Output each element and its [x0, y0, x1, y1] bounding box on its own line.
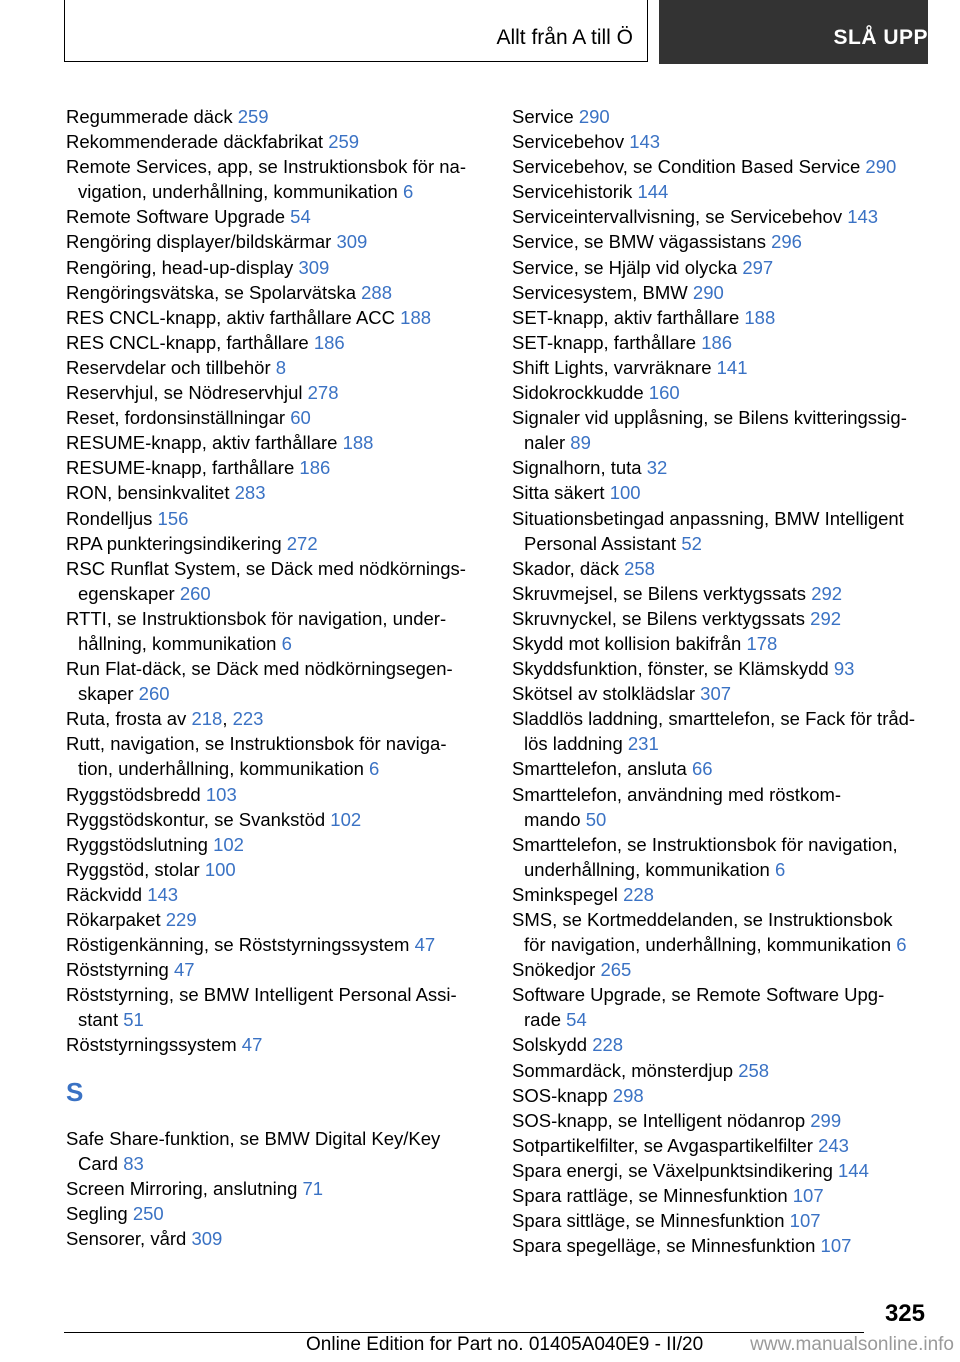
index-entry-text: Situationsbetingad anpassning, BMW Intelligent [512, 507, 904, 529]
page-reference-link[interactable]: 231 [627, 733, 659, 755]
index-entry-text: Sminkspegel [512, 883, 624, 905]
page-reference-link[interactable]: 290 [865, 156, 897, 178]
page-reference-link[interactable]: 102 [213, 833, 244, 855]
index-entry [512, 204, 932, 229]
index-entry-text: för navigation, underhållning, kommunikation [524, 934, 897, 956]
index-entry-text: Smarttelefon, ansluta [512, 758, 692, 780]
index-entry-text: Röststyrning [66, 959, 174, 981]
index-entry-text: Ruta, frosta av [66, 708, 192, 730]
index-entry-text: RESUME-knapp, farthållare [66, 457, 300, 479]
index-entry-text: stant [78, 1009, 124, 1031]
index-entry [512, 380, 932, 405]
index-entry [512, 305, 932, 330]
page-reference-link[interactable]: 54 [566, 1009, 587, 1031]
page-reference-link[interactable]: 186 [313, 331, 345, 353]
index-entry-text: Röstigenkänning, se Röststyrningssystem [66, 934, 415, 956]
page-reference-link[interactable]: 6 [369, 758, 380, 780]
index-entry [66, 832, 486, 857]
index-entry-text: RES CNCL-knapp, aktiv farthållare ACC [66, 306, 401, 328]
index-entry [512, 405, 932, 455]
index-entry [66, 1201, 486, 1226]
index-entry [66, 932, 486, 957]
index-entry [66, 907, 486, 932]
index-entry [512, 907, 932, 957]
index-entry-text: Spara energi, se Växelpunktsindikering [512, 1159, 838, 1181]
page-reference-link[interactable]: 229 [165, 909, 197, 930]
index-entry [66, 430, 486, 455]
page-reference-link[interactable]: 188 [744, 306, 776, 328]
page-reference-link[interactable]: 299 [810, 1109, 842, 1131]
page-reference-link[interactable]: 309 [298, 256, 330, 278]
index-entry: Ruta, frosta av 218, 223 [66, 708, 264, 730]
tab-all-a-to-o-label: Allt från A till Ö [496, 26, 633, 49]
index-entry-text: Regummerade däck [66, 106, 238, 127]
index-entry [66, 957, 486, 982]
index-entry [512, 355, 932, 380]
page-reference-link[interactable]: 107 [820, 1235, 852, 1257]
index-entry-text: Screen Mirroring, anslutning [66, 1177, 303, 1199]
index-entry [66, 982, 486, 1032]
index-entry-text: SOS-knapp [512, 1084, 613, 1106]
index-entry [66, 405, 486, 430]
index-entry [512, 1032, 932, 1057]
lookup-tab-label: SLÅ UPP [833, 26, 928, 49]
index-entry [512, 229, 932, 254]
index-entry-text: RON, bensinkvalitet [66, 482, 235, 504]
index-entry-text: Ryggstödslutning [66, 833, 214, 855]
page-reference-link[interactable]: 186 [701, 331, 733, 353]
index-entry-text: Sotpartikelfilter, se Avgaspartikelfilter [512, 1134, 819, 1156]
page-reference-link[interactable]: 309 [191, 1227, 223, 1249]
index-entry-text: Rengöring, head-up-display [66, 256, 299, 278]
page-reference-link[interactable]: 288 [361, 281, 392, 303]
index-entry [66, 480, 486, 505]
index-entry-text: RPA punkteringsindikering [66, 532, 287, 554]
index-entry-text: Segling [66, 1202, 133, 1224]
page-reference-link[interactable]: 71 [302, 1177, 324, 1199]
page-reference-link[interactable]: 243 [818, 1134, 849, 1156]
index-entry [512, 1083, 932, 1108]
index-entry [512, 129, 932, 154]
index-entry [66, 355, 486, 380]
index-entry-text: Servicehistorik [512, 181, 638, 203]
index-entry-text: Spara spegelläge, se Minnesfunktion [512, 1235, 821, 1257]
index-entry-text: Serviceintervallvisning, se Servicebehov [512, 206, 848, 228]
index-entry-text: Skötsel av stolklädslar [512, 683, 701, 705]
index-entry [512, 631, 932, 656]
page-reference-link[interactable]: 260 [138, 683, 170, 705]
index-entry-text: Skyddsfunktion, fönster, se Klämskydd [512, 658, 834, 680]
index-entry [66, 1176, 486, 1201]
index-entry-text: skaper [78, 683, 139, 705]
index-entry-text: Rengöringsvätska, se Spolarvätska [66, 281, 362, 303]
page-reference-link[interactable]: 160 [648, 382, 680, 404]
page-reference-link[interactable]: 296 [771, 231, 802, 253]
index-entry-text: Reset, fordonsinställningar [66, 407, 291, 429]
index-entry [66, 280, 486, 305]
page-reference-link[interactable]: 100 [609, 482, 641, 504]
index-entry [512, 506, 932, 556]
index-entry [512, 255, 932, 280]
page-reference-link[interactable]: 265 [600, 959, 632, 981]
index-entry [66, 255, 486, 280]
index-entry [512, 681, 932, 706]
page-reference-link[interactable]: 144 [838, 1159, 869, 1181]
page-reference-link[interactable]: 102 [330, 808, 362, 830]
page-reference-link[interactable]: 66 [691, 758, 713, 780]
index-entry [512, 1233, 932, 1258]
page-reference-link[interactable]: 260 [179, 582, 211, 604]
index-entry-text: Sitta säkert [512, 482, 610, 504]
index-entry-text: Solskydd [512, 1034, 593, 1056]
page-reference-link[interactable]: 103 [205, 783, 237, 805]
index-entry-text: Ryggstöd, stolar [66, 858, 205, 880]
tab-all-a-to-o[interactable] [64, 0, 648, 62]
page-reference-link[interactable]: 258 [738, 1059, 770, 1081]
page-reference-link[interactable]: 8 [275, 356, 287, 378]
index-entry [512, 581, 932, 606]
index-list-right [512, 104, 932, 1258]
page-reference-link[interactable]: 47 [241, 1034, 263, 1056]
page-reference-link[interactable]: 54 [290, 206, 311, 228]
index-entry [512, 455, 932, 480]
index-entry-text: RSC Runflat System, se Däck med nödkörnings- [66, 557, 466, 579]
page-reference-link[interactable]: 297 [742, 256, 774, 278]
index-entry [512, 832, 932, 882]
index-entry-text: mando [524, 808, 586, 830]
page-reference-link[interactable]: 50 [585, 808, 607, 830]
index-entry [66, 154, 486, 204]
index-entry-text: Smarttelefon, se Instruktionsbok för navigation, [512, 833, 898, 855]
index-entry-text: Remote Services, app, se Instruktionsbok för na- [66, 156, 466, 178]
page-reference-link[interactable]: 309 [336, 231, 368, 253]
index-entry [66, 330, 486, 355]
index-entry [66, 882, 486, 907]
watermark: www.manualsonline.info [750, 1334, 954, 1355]
index-entry-text: tion, underhållning, kommunikation [78, 758, 370, 780]
index-entry [66, 229, 486, 254]
index-entry-text: vigation, underhållning, kommunikation [78, 181, 403, 203]
page-reference-link[interactable]: 188 [342, 432, 374, 454]
index-entry [66, 204, 486, 229]
index-entry [512, 1108, 932, 1133]
page-reference-link[interactable]: 6 [402, 181, 414, 203]
index-entry-text: egenskaper [78, 582, 180, 604]
index-entry [512, 480, 932, 505]
index-column-left [66, 104, 486, 1251]
header-tabs [64, 0, 928, 64]
page-reference-link[interactable]: 143 [629, 131, 661, 153]
index-entry [512, 882, 932, 907]
page-reference-link[interactable]: 143 [147, 883, 179, 905]
index-entry [512, 1208, 932, 1233]
index-entry [512, 606, 932, 631]
index-entry-text: Personal Assistant [524, 532, 682, 554]
index-entry-text: Sommardäck, mönsterdjup [512, 1059, 739, 1081]
page-reference-link[interactable]: 228 [592, 1034, 624, 1056]
index-entry-text: Sidokrockkudde [512, 382, 649, 404]
index-entry-text: Service, se Hjälp vid olycka [512, 256, 743, 278]
footer-divider [64, 1332, 864, 1333]
index-entry-text: Card [78, 1152, 124, 1174]
index-entry [512, 1158, 932, 1183]
index-entry [512, 154, 932, 179]
index-entry [66, 531, 486, 556]
page-reference-link[interactable]: 93 [833, 658, 855, 680]
page-reference-link[interactable]: 292 [811, 582, 843, 604]
index-entry-text: Rutt, navigation, se Instruktionsbok för naviga- [66, 733, 447, 755]
page-reference-link[interactable]: 60 [290, 407, 311, 429]
page-reference-link[interactable]: 272 [286, 532, 318, 554]
page-reference-link[interactable]: 143 [847, 206, 879, 228]
index-entry-text: Spara sittläge, se Minnesfunktion [512, 1210, 790, 1232]
page-reference-link[interactable]: 228 [623, 883, 654, 905]
page-reference-link[interactable]: 107 [789, 1210, 821, 1232]
page-reference-link[interactable]: 258 [624, 557, 655, 579]
index-entry [512, 280, 932, 305]
index-entry [512, 556, 932, 581]
index-entry-text: RESUME-knapp, aktiv farthållare [66, 432, 343, 454]
page-reference-link[interactable]: 141 [716, 356, 748, 378]
lookup-tab[interactable] [659, 0, 928, 64]
page-reference-link[interactable]: 144 [637, 181, 669, 203]
index-entry [66, 731, 486, 781]
index-entry [66, 782, 486, 807]
index-entry [512, 104, 932, 129]
index-entry [66, 1226, 486, 1251]
index-column-right [512, 104, 932, 1258]
index-entry [512, 756, 932, 781]
index-entry-text: Smarttelefon, användning med röstkom- [512, 783, 842, 805]
index-entry-text: SOS-knapp, se Intelligent nödanrop [512, 1109, 811, 1131]
index-entry [512, 957, 932, 982]
page-reference-link[interactable]: 298 [612, 1084, 644, 1106]
index-entry [66, 104, 486, 129]
index-entry-text: Servicebehov, se Condition Based Service [512, 156, 866, 178]
page-reference-link[interactable]: 107 [792, 1185, 824, 1207]
index-entry [512, 982, 932, 1032]
index-entry-text: Servicesystem, BMW [512, 281, 693, 303]
index-list-left-r [66, 104, 486, 1058]
index-entry [66, 606, 486, 656]
page-reference-link[interactable]: 100 [204, 858, 236, 880]
page-reference-link[interactable]: 178 [746, 632, 778, 654]
page-reference-link[interactable]: 307 [700, 683, 732, 705]
index-list-left-s [66, 1126, 486, 1251]
page-reference-link[interactable]: 290 [578, 106, 610, 127]
page-reference-link[interactable]: 83 [123, 1152, 144, 1174]
index-entry-text: Sensorer, vård [66, 1227, 192, 1249]
index-entry-text: Skruvmejsel, se Bilens verktygssats [512, 582, 812, 604]
index-entry-text: Rekommenderade däckfabrikat [66, 131, 329, 153]
page-reference-link[interactable]: 89 [570, 432, 591, 454]
index-entry-text: Signaler vid upplåsning, se Bilens kvitteringssig- [512, 407, 907, 429]
index-entry [66, 556, 486, 606]
index-entry-text: Reservdelar och tillbehör [66, 356, 276, 378]
page-reference-link[interactable]: 156 [157, 507, 189, 529]
page-reference-link[interactable]: 218 [191, 708, 223, 730]
index-entry-text: Ryggstödsbredd [66, 783, 206, 805]
index-entry [512, 179, 932, 204]
index-entry-text: Röststyrning, se BMW Intelligent Personal Assi- [66, 984, 457, 1006]
index-entry [512, 782, 932, 832]
page-reference-link[interactable]: 51 [123, 1009, 144, 1031]
index-entry-text: Spara rattläge, se Minnesfunktion [512, 1185, 793, 1207]
page-reference-link[interactable]: 259 [237, 106, 269, 127]
index-entry-text: lös laddning [524, 733, 628, 755]
index-entry [66, 1032, 486, 1057]
index-entry [66, 807, 486, 832]
index-entry [66, 1126, 486, 1176]
index-entry-text: Reservhjul, se Nödreservhjul [66, 382, 308, 404]
page-reference-link[interactable]: 47 [414, 934, 436, 956]
page-reference-link[interactable]: 259 [328, 131, 360, 153]
page-reference-link[interactable]: 250 [132, 1202, 164, 1224]
index-entry-text: naler [524, 432, 571, 454]
index-entry-text: SMS, se Kortmeddelanden, se Instruktionsbok [512, 909, 893, 930]
index-entry-text: Remote Software Upgrade [66, 206, 291, 228]
page-reference-link[interactable]: 278 [307, 382, 339, 404]
index-entry-text: underhållning, kommunikation [524, 858, 775, 880]
index-entry-text: Service, se BMW vägassistans [512, 231, 772, 253]
page-reference-link[interactable]: 223 [232, 708, 264, 730]
index-entry [66, 305, 486, 330]
page-reference-link[interactable]: 32 [646, 457, 668, 479]
index-entry-text: Rondelljus [66, 507, 158, 529]
index-entry-text: Software Upgrade, se Remote Software Upg- [512, 984, 885, 1006]
index-entry-text: hållning, kommunikation [78, 632, 282, 654]
page-reference-link[interactable]: 47 [173, 959, 195, 981]
index-letter-heading: S [66, 1076, 84, 1107]
page-reference-link[interactable]: 6 [896, 934, 907, 956]
index-entry-text: rade [524, 1009, 567, 1031]
index-entry-text: RTTI, se Instruktionsbok för navigation, under- [66, 607, 447, 629]
index-entry [512, 656, 932, 681]
index-entry-text: SET-knapp, farthållare [512, 331, 702, 353]
index-entry [66, 380, 486, 405]
index-entry-text: Run Flat-däck, se Däck med nödkörningsegen- [66, 658, 453, 680]
page-number: 325 [884, 1300, 925, 1327]
index-entry [66, 129, 486, 154]
index-entry-text: Shift Lights, varvräknare [512, 356, 717, 378]
page-reference-link[interactable]: 188 [400, 306, 432, 328]
index-entry [66, 656, 486, 706]
index-entry-text: Röststyrningssystem [66, 1034, 242, 1056]
index-entry-text: Servicebehov [512, 131, 630, 153]
page-reference-link[interactable]: 6 [774, 858, 786, 880]
index-entry-text: Rengöring displayer/bildskärmar [66, 231, 337, 253]
page-reference-link[interactable]: 283 [234, 482, 266, 504]
index-entry-text: Rökarpaket [66, 909, 166, 930]
index-entry-text: Safe Share-funktion, se BMW Digital Key/Key [66, 1127, 441, 1149]
index-entry-text: Snökedjor [512, 959, 601, 981]
index-entry [66, 857, 486, 882]
index-entry-text: Skydd mot kollision bakifrån [512, 632, 747, 654]
index-entry-text: Skruvnyckel, se Bilens verktygssats [512, 607, 811, 629]
index-entry-text: Service [512, 106, 579, 127]
index-entry [512, 1133, 932, 1158]
index-entry-text: Sladdlös laddning, smarttelefon, se Fack för tråd- [512, 708, 916, 730]
index-entry [512, 1058, 932, 1083]
index-entry [512, 1183, 932, 1208]
index-entry-text: Skador, däck [512, 557, 625, 579]
index-entry [66, 506, 486, 531]
page-reference-link[interactable]: 292 [810, 607, 842, 629]
index-entry-text: SET-knapp, aktiv farthållare [512, 306, 745, 328]
edition-text: Online Edition for Part no. 01405A040E9 - II/20 [306, 1334, 704, 1355]
index-entry-text: Signalhorn, tuta [512, 457, 647, 479]
page-reference-link[interactable]: 52 [681, 532, 702, 554]
index-entry [66, 455, 486, 480]
index-entry-text: Räckvidd [66, 883, 148, 905]
index-entry-text: RES CNCL-knapp, farthållare [66, 331, 314, 353]
page-reference-link[interactable]: 186 [299, 457, 331, 479]
index-entry [512, 706, 932, 756]
page-reference-link[interactable]: 6 [281, 632, 292, 654]
page-reference-link[interactable]: 290 [692, 281, 724, 303]
index-entry-text: Ryggstödskontur, se Svankstöd [66, 808, 331, 830]
index-entry [512, 330, 932, 355]
